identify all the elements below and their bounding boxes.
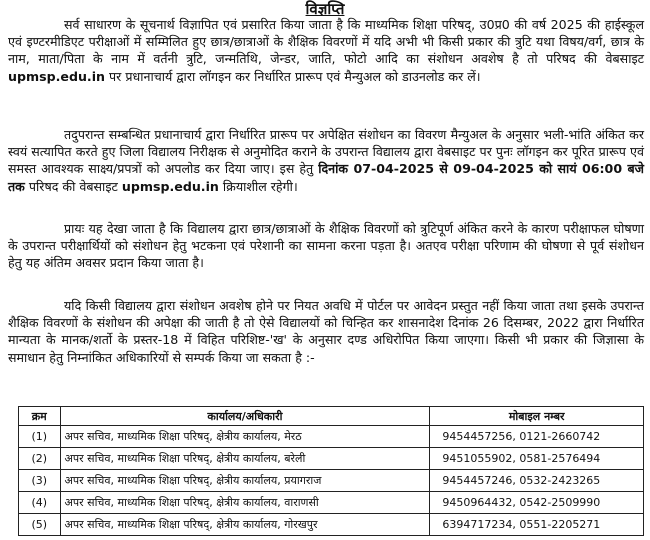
row-office: अपर सचिव, माध्यमिक शिक्षा परिषद्, क्षेत्रीय कार्यालय, गोरखपुर xyxy=(60,514,430,536)
notice-title: विज्ञप्ति xyxy=(305,0,345,18)
paragraph-penalty-contact: यदि किसी विद्यालय द्वारा संशोधन अवशेष होने पर नियत अवधि में पोर्टल पर आवेदन प्रस्तुत नहीं किया जाता तथा इसके उपरान्त शैक्षिक विवरणों के संशोधन की अपेक्षा की जाती है तो ऐसे विद्यालयों को चिन्हित कर शासनादेश दिनांक 26 दिसम्बर, 2022 द्वारा निर्धारित मान्यता के मानक/शर्तो के प्रस्तर-18 में विहित परिशिष्ट-'ख' के अनुसार दण्ड अधिरोपित किया जाएगा। किसी भी प्रकार की जिज्ञासा के समाधान हेतु निम्नांकित अधिकारियों से सम्पर्क किया जा सकता है :- xyxy=(8,298,644,365)
row-serial: (5) xyxy=(19,514,61,536)
row-office: अपर सचिव, माध्यमिक शिक्षा परिषद्, क्षेत्रीय कार्यालय, वाराणसी xyxy=(60,492,430,514)
header-mobile: मोबाइल नम्बर xyxy=(430,407,644,426)
row-mobile: 9451055902, 0581-2576494 xyxy=(430,448,644,470)
row-office: अपर सचिव, माध्यमिक शिक्षा परिषद्, क्षेत्रीय कार्यालय, मेरठ xyxy=(60,426,430,448)
row-serial: (2) xyxy=(19,448,61,470)
row-serial: (1) xyxy=(19,426,61,448)
website-link: upmsp.edu.in xyxy=(121,178,219,194)
deadline-text: दिनांक 07-04-2025 से 09-04-2025 को सायं 06:00 बजे तक xyxy=(8,161,644,194)
header-serial: क्रम xyxy=(19,407,61,426)
table-row xyxy=(19,448,644,470)
table-header-row xyxy=(19,407,644,426)
paragraph-correction-notice: सर्व साधारण के सूचनार्थ विज्ञापित एवं प्रसारित किया जाता है कि माध्यमिक शिक्षा परिषद्, उ0प्र0 की वर्ष 2025 की हाईस्कूल एवं इण्टरमीडिएट परीक्षाओं में सम्मिलित हुए छात्र/छात्राओं के शैक्षिक विवरणों में यदि अभी भी किसी प्रकार की त्रुटि यथा विषय/वर्ग, छात्र के नाम, माता/पिता के नाम में वर्तनी त्रुटि, जन्मतिथि, जेन्डर, जाति, फोटो आदि का संशोधन अवशेष है तो परिषद की वेबसाइट upmsp.edu.in पर प्रधानाचार्य द्वारा लॉगइन कर निर्धारित प्रारूप एवं मैन्युअल को डाउनलोड कर लें। xyxy=(8,17,644,84)
table-row xyxy=(19,470,644,492)
officers-contact-table xyxy=(18,406,644,536)
header-office: कार्यालय/अधिकारी xyxy=(60,407,430,426)
website-link: upmsp.edu.in xyxy=(8,68,105,84)
row-office: अपर सचिव, माध्यमिक शिक्षा परिषद्, क्षेत्रीय कार्यालय, प्रयागराज xyxy=(60,470,430,492)
row-mobile: 9450964432, 0542-2509990 xyxy=(430,492,644,514)
paragraph-upload-procedure: तदुपरान्त सम्बन्धित प्रधानाचार्य द्वारा निर्धारित प्रारूप पर अपेक्षित संशोधन का विवरण मैन्युअल के अनुसार भली-भांति अंकित कर स्वयं सत्यापित करते हुए जिला विद्यालय निरीक्षक से अनुमोदित कराने के उपरान्त विद्यालय द्वारा वेबसाइट पर पुनः लॉगइन कर पूरित प्रारूप एवं समस्त आवश्यक साक्ष्य/प्रपत्रों को अपलोड कर दिया जाए। इस हेतु दिनांक 07-04-2025 से 09-04-2025 को सायं 06:00 बजे तक परिषद की वेबसाइट upmsp.edu.in क्रियाशील रहेगी। xyxy=(8,127,644,194)
table-row xyxy=(19,492,644,514)
row-mobile: 9454457256, 0121-2660742 xyxy=(430,426,644,448)
row-serial: (3) xyxy=(19,470,61,492)
table-row xyxy=(19,514,644,536)
row-mobile: 9454457246, 0532-2423265 xyxy=(430,470,644,492)
row-office: अपर सचिव, माध्यमिक शिक्षा परिषद्, क्षेत्रीय कार्यालय, बरेली xyxy=(60,448,430,470)
paragraph-last-opportunity: प्रायः यह देखा जाता है कि विद्यालय द्वारा छात्र/छात्राओं के शैक्षिक विवरणों को त्रुटिपूर्ण अंकित करने के कारण परीक्षाफल घोषणा के उपरान्त परीक्षार्थियों को संशोधन हेतु भटकना एवं परेशानी का सामना करना पड़ता है। अतएव परीक्षा परिणाम की घोषणा से पूर्व संशोधन हेतु यह अंतिम अवसर प्रदान किया जाता है। xyxy=(8,221,644,271)
row-mobile: 6394717234, 0551-2205271 xyxy=(430,514,644,536)
table-row xyxy=(19,426,644,448)
row-serial: (4) xyxy=(19,492,61,514)
